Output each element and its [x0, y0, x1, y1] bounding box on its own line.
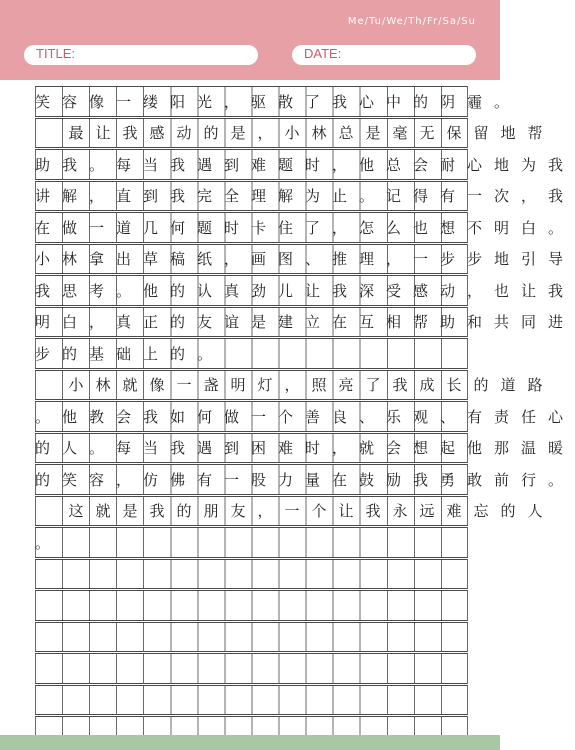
row-text: 笑容像一缕阳光，驱散了我心中的阴霾。	[35, 92, 522, 111]
grid-row	[35, 401, 575, 432]
grid-row	[35, 527, 468, 558]
row-text: 在做一道几何题时卡住了，怎么也想不明白。	[35, 218, 575, 237]
row-text: 步的基础上的。	[35, 344, 225, 363]
grid-row	[35, 86, 522, 117]
row-text: 最让我感动的是，小林总是毫无保留地帮	[35, 124, 555, 143]
date-field[interactable]	[292, 45, 476, 65]
row-text: 小林拿出草稿纸，画图、推理，一步步地引导	[35, 250, 575, 269]
date-label: DATE:	[304, 46, 342, 61]
grid-row	[35, 370, 555, 401]
grid-row	[35, 118, 555, 149]
title-field[interactable]	[24, 45, 258, 65]
grid-row	[35, 622, 468, 653]
page-header	[0, 0, 500, 80]
page-footer-band	[0, 735, 500, 750]
weekday-selector[interactable]: Me/Tu/We/Th/Fr/Sa/Su	[347, 16, 476, 27]
grid-row	[35, 685, 468, 716]
grid-row	[35, 275, 575, 306]
row-text: 的笑容，仿佛有一股力量在鼓励我勇敢前行。	[35, 470, 575, 489]
grid-row	[35, 464, 575, 495]
row-text: 这就是我的朋友，一个让我永远难忘的人	[35, 502, 555, 521]
row-text: 。他教会我如何做一个善良、乐观、有责任心	[35, 407, 575, 426]
row-text: 的人。每当我遇到困难时，就会想起他那温暖	[35, 439, 575, 458]
grid-row	[35, 559, 468, 590]
grid-row	[35, 338, 468, 369]
grid-row	[35, 590, 468, 621]
grid-row	[35, 181, 575, 212]
row-text: 明白，真正的友谊是建立在互相帮助和共同进	[35, 313, 575, 332]
writing-grid	[35, 86, 575, 748]
grid-row	[35, 244, 575, 275]
row-text: 。	[35, 533, 63, 552]
grid-row	[35, 433, 575, 464]
row-text: 我思考。他的认真劲儿让我深受感动，也让我	[35, 281, 575, 300]
title-label: TITLE:	[36, 46, 76, 61]
grid-row	[35, 149, 575, 180]
grid-row	[35, 307, 575, 338]
grid-row	[35, 496, 555, 527]
row-text: 小林就像一盏明灯，照亮了我成长的道路	[35, 376, 555, 395]
row-text: 讲解，直到我完全理解为止。记得有一次，我	[35, 187, 575, 206]
grid-row	[35, 653, 468, 684]
row-text: 助我。每当我遇到难题时，他总会耐心地为我	[35, 155, 575, 174]
grid-row	[35, 212, 575, 243]
